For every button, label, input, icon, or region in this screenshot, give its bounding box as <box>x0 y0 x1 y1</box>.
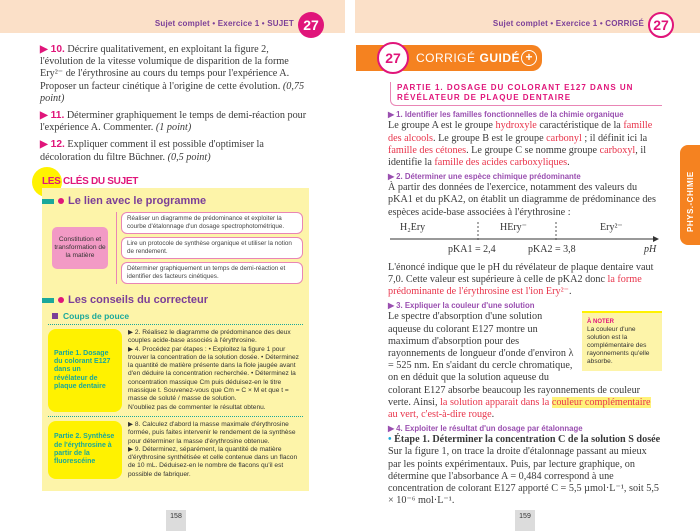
species-h2ery: H₂Ery <box>400 221 426 233</box>
mindmap-center: Constitution et transformation de la matière <box>52 227 108 269</box>
program-link-2: Lire un protocole de synthèse organique et utiliser la notion de rendement. <box>121 237 303 259</box>
right-exercise-badge: 27 <box>648 12 674 38</box>
part-1-tips: ▶ 2. Réalisez le diagramme de prédominance des deux couples acide-base associés à l'érythrosine. ▶ 4. Procédez par étapes : • Exploitez la figure 1 pour trouver la concentration de la solution dosée. • Déterminez la quantité de matière présente dans la fiole jaugée avant d'en déduire la concentration recherchée. • Déterminez la concentration massique Cm puis déduisez-en le titre massique t. Souvenez-vous que Cm = C × M et que t = masse de soluté / masse de solution. N'oubliez pas de commenter le résultat obtenu. <box>128 329 299 411</box>
species-ery: Ery²⁻ <box>600 221 623 233</box>
keys-box <box>42 188 309 491</box>
question-10: ▶ 10. Décrire qualitativement, en exploitant la figure 2, l'évolution de la vitesse volumique de disparition de la forme Ery²⁻ de l'érythrosine au cours du temps pour l'expérience A. Proposer un facteur cinétique à l'origine de cette évolution. (0,75 point) <box>40 44 305 104</box>
section-title: PARTIE 1. DOSAGE DU COLORANT E127 DANS UN RÉVÉLATEUR DE PLAQUE DENTAIRE <box>390 82 662 106</box>
q1-answer: Le groupe A est le groupe hydroxyle caractéristique de la famille des alcools. Le groupe B est le groupe carbonyl ; il définit ici la famille des cétones. Le groupe C se nomme groupe carboxyl, il identifie la famille des acides carboxyliques. <box>388 120 653 169</box>
banner-number: 27 <box>377 42 409 74</box>
q1-title: ▶ 1. Identifier les familles fonctionnelles de la chimie organique <box>388 110 624 120</box>
pka1-label: pKA1 = 2,4 <box>448 243 496 255</box>
coups-de-pouce-heading: Coups de pouce <box>52 311 303 321</box>
page-number-left: 158 <box>166 510 186 531</box>
program-link-1: Réaliser un diagramme de prédominance et exploiter la courbe d'étalonnage d'un dosage spectrophotométrique. <box>121 212 303 234</box>
side-tab-label: PHYS.-CHIMIE <box>686 171 695 232</box>
advice-heading: Les conseils du correcteur <box>42 294 303 306</box>
q4-answer: Sur la figure 1, on trace la droite d'étalonnage passant au mieux par les points expérimentaux. Puis, par lecture graphique, on détermine que l'absorbance A = 0,484 correspond à une concentration de colorant E127 apporté C = 5,5 µmol·L⁻¹, soit 5,5 × 10⁻⁶ mol·L⁻¹. <box>388 446 659 507</box>
species-hery: HEry⁻ <box>500 221 527 233</box>
questions <box>40 44 310 169</box>
q4-step: • Étape 1. Déterminer la concentration C de la solution S dosée <box>388 434 661 446</box>
corrige-banner: CORRIGÉ GUIDÉ <box>356 45 542 71</box>
program-heading: Le lien avec le programme <box>42 195 303 207</box>
page-number-right: 159 <box>515 510 535 531</box>
question-12: ▶ 12. Expliquer comment il est possible d'optimiser la décoloration du filtre Büchner. (0,5 point) <box>40 139 264 163</box>
q4-title: ▶ 4. Exploiter le résultat d'un dosage par étalonnage <box>388 424 583 434</box>
part-1-label: Partie 1. Dosage du colorant E127 dans un révélateur de plaque dentaire <box>48 329 122 412</box>
part-1-row <box>48 324 303 416</box>
part-2-tips: ▶ 8. Calculez d'abord la masse maximale d'érythrosine formée, puis faites intervenir le rendement de la synthèse pour déterminer la masse d'érythrosine obtenue. ▶ 9. Déterminez, séparément, la quantité de matière d'érythrosine synthétisée et celle contenue dans un flacon de 10 mL. Déduisez-en le nombre de flacons qu'il est possible de fabriquer. <box>128 420 298 478</box>
part-2-row <box>48 416 303 483</box>
ph-label: pH <box>644 243 657 255</box>
question-11: ▶ 11. Déterminer graphiquement le temps de demi-réaction pour l'expérience A. Commenter. (1 point) <box>40 110 307 134</box>
part-2-label: Partie 2. Synthèse de l'érythrosine à partir de la fluorescéine <box>48 421 122 479</box>
predominance-diagram <box>388 222 662 258</box>
keys-title: LES CLÉS DU SUJET <box>42 176 139 187</box>
pka2-label: pKA2 = 3,8 <box>528 243 576 255</box>
left-running-header: Sujet complet • Exercice 1 • SUJET <box>154 19 294 28</box>
q2-title: ▶ 2. Déterminer une espèce chimique prédominante <box>388 172 581 182</box>
right-running-header: Sujet complet • Exercice 1 • CORRIGÉ <box>492 19 644 28</box>
ph-axis <box>388 222 660 246</box>
mindmap-links <box>116 212 303 284</box>
q2-answer: L'énoncé indique que le pH du révélateur de plaque dentaire vaut 7,0. Cette valeur est supérieure à celle de pKA2 donc la forme prédominante de l'érythrosine est l'ion Ery²⁻. <box>388 261 654 298</box>
corrige-column <box>388 82 662 507</box>
mindmap <box>52 212 303 284</box>
compass-icon: + <box>521 50 537 66</box>
q2-intro: À partir des données de l'exercice, notamment des valeurs du pKA1 et du pKA2, on établit un diagramme de prédominance des espèces acide-base associées à l'érythrosine : <box>388 182 656 218</box>
program-link-3: Déterminer graphiquement un temps de demi-réaction et identifier des facteurs cinétiques. <box>121 262 303 284</box>
left-header-band <box>0 0 345 33</box>
q3-title: ▶ 3. Expliquer la couleur d'une solution <box>388 301 535 311</box>
left-exercise-badge: 27 <box>298 12 324 38</box>
q3-answer: À NOTER La couleur d'une solution est la complémentaire des rayonnements qu'elle absorbe. Le spectre d'absorption d'une solution aqueuse du colorant E127 montre un maximum d'absorption pour des rayonnements de longueur d'onde d'environ λ = 525 nm. En s'aidant du cercle chromatique, on en déduit que la solution aqueuse du colorant E127 absorbe beaucoup les rayonnements de couleur verte. Ainsi, la solution apparait dans la couleur complémentaire au vert, c'est-à-dire rouge. <box>388 311 662 421</box>
note-box: À NOTER La couleur d'une solution est la complémentaire des rayonnements qu'elle absorbe. <box>582 311 662 371</box>
